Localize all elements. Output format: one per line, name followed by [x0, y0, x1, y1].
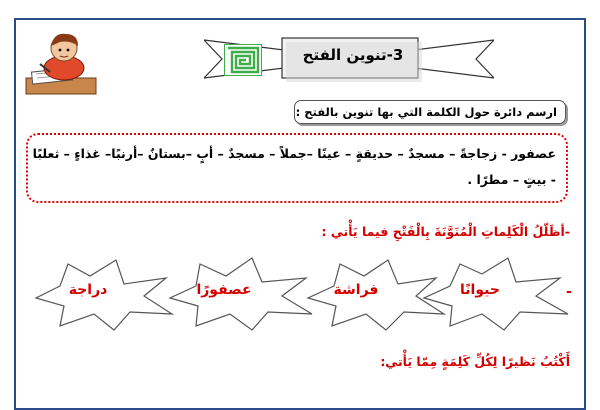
word-list-line-2: - بيتٍ – مطرًا .: [467, 172, 556, 187]
star-word-1: حيوانًا: [460, 282, 500, 298]
page-title: 3-تنوين الفتح: [302, 46, 404, 64]
word-list-line-1: عصفور - زجاجةً – مسجدٌ – حديقةٍ – عينًا –جملاً – مسجدٌ – أبٍ –بستانٌ –أرنبًا– غذاءٍ – ثعلبًا: [32, 146, 556, 161]
star-word-4: دراجة: [68, 282, 108, 298]
shade-instruction-title: -أظَلّلُ الْكَلِماتِ الْمُنَوَّنَةَ بِالْفَتْحِ فيما يَأْتي :: [321, 224, 570, 239]
list-marker: -: [566, 284, 572, 300]
star-word-2: فراشة: [333, 282, 379, 298]
maze-icon: [224, 44, 262, 76]
word-list-box: [26, 133, 568, 203]
synonym-instruction-title: أَكْتُبُ نَظيرًا لِكُلِّ كَلِمَةٍ مِمّا يَأْتي:: [380, 354, 570, 369]
instruction-box: ارسم دائرة حول الكلمة التي بها تنوين بالفتح :: [294, 100, 566, 124]
student-writing-illustration: [20, 26, 100, 98]
star-word-3: عصفورًا: [196, 282, 252, 298]
